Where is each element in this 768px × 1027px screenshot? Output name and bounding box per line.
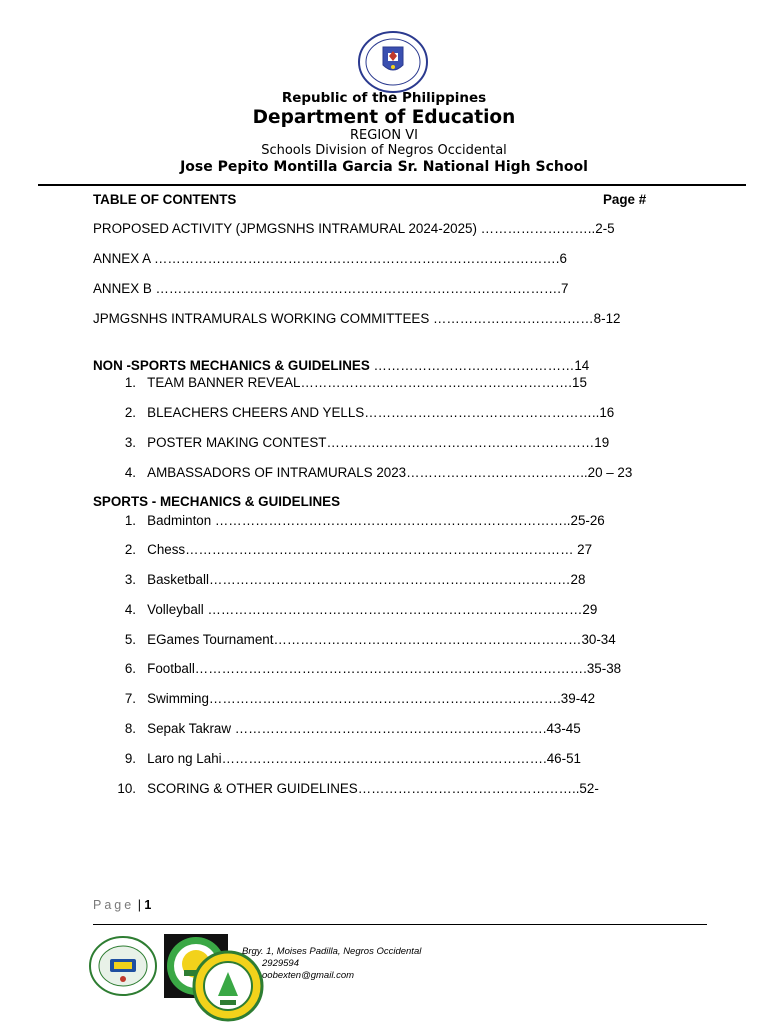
header-region: REGION VI: [350, 128, 418, 143]
non-sports-heading-page: ………………………………………14: [369, 358, 590, 373]
footer-phone: 2929594: [262, 958, 299, 969]
toc-page-label: Page #: [603, 192, 647, 207]
page-word: Page: [93, 898, 135, 912]
list-item: 9. Laro ng Lahi……………………………………………………………….46-51: [124, 751, 581, 766]
header-republic: Republic of the Philippines: [281, 90, 487, 106]
list-item: 3. Basketball………………………………………………………………………28: [124, 572, 586, 587]
header-divider: [38, 184, 746, 186]
footer-email: oobexten@gmail.com: [262, 970, 355, 981]
list-item: 4. Volleyball …………………………………………………………………………29: [124, 602, 598, 617]
page-number: [93, 898, 151, 912]
header-department: Department of Education: [252, 107, 516, 128]
list-item: 5. EGames Tournament……………………………………………………………30-34: [124, 632, 616, 647]
school-logo-yellow: [192, 950, 264, 1022]
footer-address: Brgy. 1, Moises Padilla, Negros Occidental: [242, 946, 422, 957]
deped-seal-logo: [357, 31, 429, 93]
header-division: Schools Division of Negros Occidental: [261, 143, 507, 158]
page-separator: |: [137, 898, 141, 912]
list-item: 1. Badminton ……………………………………………………………………..25-26: [124, 513, 605, 528]
list-item: 3. POSTER MAKING CONTEST……………………………………………………19: [124, 435, 610, 450]
list-item: 1. TEAM BANNER REVEAL…………………………………………………….15: [124, 375, 587, 390]
toc-entry-annex-a: ANNEX A ……………………………………………………………………………….6: [93, 251, 567, 266]
non-sports-heading-label: NON -SPORTS MECHANICS & GUIDELINES: [93, 358, 370, 373]
list-item: 6. Football…………………………………………………………………………….35-38: [124, 661, 622, 676]
list-item: 2. BLEACHERS CHEERS AND YELLS……………………………………………..16: [124, 405, 615, 420]
toc-title: TABLE OF CONTENTS: [93, 192, 237, 207]
list-item: 2. Chess…………………………………………………………………………… 27: [124, 542, 593, 557]
footer-divider: [93, 924, 707, 925]
toc-entry-committees: JPMGSNHS INTRAMURALS WORKING COMMITTEES ………………………………8-12: [93, 311, 621, 326]
list-item: 4. AMBASSADORS OF INTRAMURALS 2023…………………………………..20 – 23: [124, 465, 633, 480]
page-number-value: 1: [144, 898, 152, 912]
list-item: 8. Sepak Takraw …………………………………………………………….43-45: [124, 721, 581, 736]
toc-entry-proposed-activity: PROPOSED ACTIVITY (JPMGSNHS INTRAMURAL 2024-2025) ……………………..2-5: [93, 221, 615, 236]
header-school: Jose Pepito Montilla Garcia Sr. National High School: [180, 159, 588, 175]
sports-heading: SPORTS - MECHANICS & GUIDELINES: [93, 494, 341, 509]
non-sports-heading: [93, 358, 589, 374]
toc-entry-annex-b: ANNEX B ……………………………………………………………………………….7: [93, 281, 569, 296]
list-item: 7. Swimming…………………………………………………………………….39-42: [124, 691, 596, 706]
division-seal-logo: [88, 935, 158, 997]
list-item: 10. SCORING & OTHER GUIDELINES…………………………………………..52-: [117, 781, 599, 796]
